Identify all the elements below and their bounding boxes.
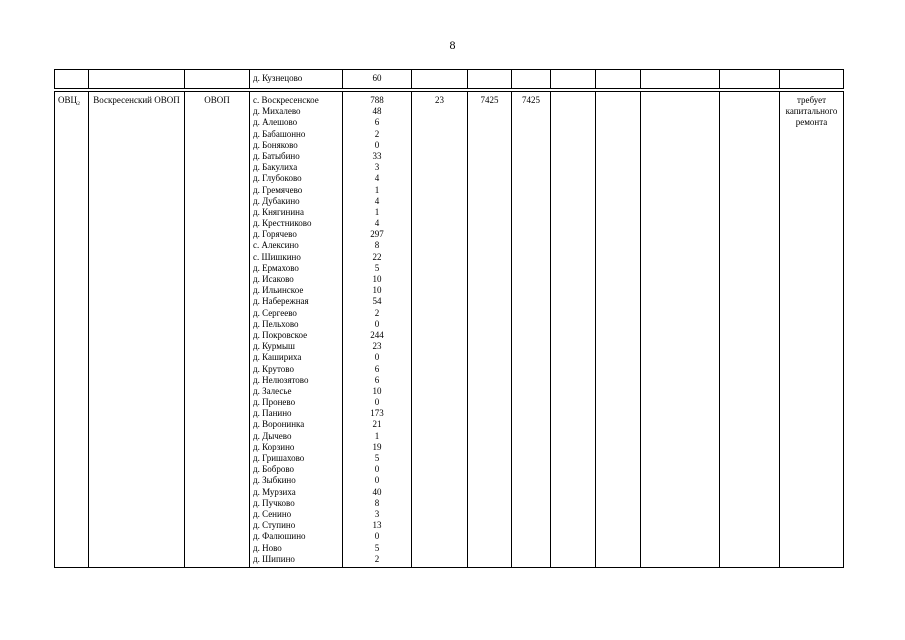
empty-cell: [720, 90, 780, 567]
empty-cell: [641, 90, 720, 567]
settlement-name: д. Мурзиха: [253, 486, 296, 497]
settlement-population: 10: [372, 285, 382, 296]
empty-cell: [780, 70, 844, 91]
settlement-population: 6: [374, 117, 380, 128]
empty-cell: [596, 70, 641, 91]
settlement-name: д. Сенино: [253, 508, 292, 519]
population-list-cell: [343, 90, 412, 567]
empty-cell: [641, 70, 720, 91]
settlement-population: 3: [374, 162, 380, 173]
value-cell-6: 23: [412, 90, 468, 567]
value-cell-7: 7425: [468, 90, 512, 567]
type-cell: ОВОП: [185, 90, 250, 567]
empty-cell: [512, 70, 551, 91]
settlement-population: 2: [374, 128, 380, 139]
settlement-name: д. Гремячево: [253, 184, 303, 195]
settlement-name: д. Бабашонно: [253, 128, 306, 139]
settlement-name: д. Батыбино: [253, 150, 300, 161]
settlement-name: д. Крутово: [253, 363, 294, 374]
settlement-population: 8: [374, 240, 380, 251]
settlement-population: 297: [370, 229, 384, 240]
settlement-population: 54: [372, 296, 382, 307]
settlement-population: 0: [374, 139, 380, 150]
settlement-population: 13: [372, 520, 382, 531]
settlement-name: д. Ново: [253, 542, 282, 553]
settlement-name: с. Шишкино: [253, 251, 301, 262]
settlement-name: д. Ильинское: [253, 285, 304, 296]
settlement-name: д. Боняково: [253, 139, 298, 150]
settlement-population: 0: [374, 352, 380, 363]
settlement-population: 0: [374, 397, 380, 408]
settlement-population: 48: [372, 106, 382, 117]
settlement-name: д. Курмыш: [253, 341, 295, 352]
settlement-population: 33: [372, 150, 382, 161]
settlement-population: 5: [374, 453, 380, 463]
settlement-name: д. Набережная: [253, 296, 309, 307]
settlement-name: д. Боброво: [253, 464, 295, 475]
value-cell-8: 7425: [512, 90, 551, 567]
settlement-name: д. Воронинка: [253, 419, 305, 430]
settlement-name: д. Исаково: [253, 274, 294, 284]
page-number: 8: [449, 38, 456, 52]
settlement-name: д. Шипино: [253, 553, 295, 564]
settlement-population: 0: [374, 318, 380, 329]
empty-cell: [185, 70, 250, 91]
settlement-name: д. Кузнецово: [253, 73, 303, 83]
settlement-population: 0: [374, 464, 380, 475]
settlement-population: 8: [374, 497, 380, 508]
settlement-name: д. Дубакино: [253, 195, 300, 206]
settlement-name: с. Воскресенское: [253, 95, 319, 105]
code-cell: ОВЦ₂: [55, 90, 89, 567]
settlement-name: д. Покровское: [253, 329, 308, 340]
settlement-population: 23: [372, 341, 382, 352]
settlement-population: 788: [370, 95, 384, 105]
empty-cell: [412, 70, 468, 91]
settlement-population: 2: [374, 307, 380, 318]
settlement-name: с. Алексино: [253, 240, 299, 251]
settlement-population: 0: [374, 531, 380, 542]
settlement-name: д. Сергеево: [253, 307, 297, 318]
settlement-name: д. Ермахово: [253, 262, 299, 273]
settlement-name: д. Алешово: [253, 117, 298, 128]
empty-cell: [551, 70, 596, 91]
settlement-population: 5: [374, 542, 380, 553]
institution-cell: Воскресенский ОВОП: [89, 90, 185, 567]
settlement-population: 6: [374, 363, 380, 374]
settlement-name: д. Глубоково: [253, 173, 302, 184]
settlement-population: 244: [370, 329, 384, 340]
settlement-population: 6: [374, 374, 380, 385]
settlement-population: 40: [372, 486, 382, 497]
settlement-name: д. Пельхово: [253, 318, 299, 329]
note-cell: требует капитального ремонта: [780, 90, 844, 567]
settlement-name: д. Княгинина: [253, 206, 304, 217]
empty-cell: [596, 90, 641, 567]
settlement-name: д. Горячево: [253, 229, 297, 240]
settlement-name: д. Гришахово: [253, 453, 305, 463]
empty-cell: [720, 70, 780, 91]
settlement-population: 3: [374, 508, 380, 519]
settlement-name: д. Бакулиха: [253, 162, 298, 173]
settlement-population: 10: [372, 274, 382, 284]
settlement-name: д. Дычево: [253, 430, 292, 441]
settlement-population: 4: [374, 173, 380, 184]
settlement-population: 5: [374, 262, 380, 273]
settlement-name: д. Нелюзятово: [253, 374, 309, 385]
settlement-population: 60: [372, 73, 382, 83]
settlement-name: д. Михалево: [253, 106, 301, 117]
settlement-population: 1: [374, 430, 380, 441]
empty-cell: [468, 70, 512, 91]
settlement-population: 1: [374, 206, 380, 217]
table-body: [55, 70, 844, 568]
settlement-name-cell: [250, 70, 343, 91]
settlement-population: 10: [372, 385, 382, 396]
main-row: [55, 90, 844, 567]
settlement-population: 0: [374, 475, 380, 486]
settlement-population: 2: [374, 553, 380, 564]
empty-cell: [551, 90, 596, 567]
settlement-population-cell: [343, 70, 412, 91]
settlement-name: д. Кашириха: [253, 352, 302, 363]
settlement-name: д. Крестниково: [253, 218, 312, 229]
settlement-list-cell: [250, 90, 343, 567]
empty-cell: [89, 70, 185, 91]
empty-cell: [55, 70, 89, 91]
settlement-name: д. Зыбкино: [253, 475, 296, 486]
settlement-population: 1: [374, 184, 380, 195]
settlement-name: д. Корзино: [253, 441, 295, 452]
settlement-population: 4: [374, 218, 380, 229]
settlement-population: 22: [372, 251, 382, 262]
settlement-population: 4: [374, 195, 380, 206]
settlement-name: д. Панино: [253, 408, 292, 419]
settlement-name: д. Фалюшино: [253, 531, 306, 542]
settlement-name: д. Пронево: [253, 397, 296, 408]
settlement-population: 21: [372, 419, 382, 430]
settlement-name: д. Пучково: [253, 497, 295, 508]
document-table: [54, 69, 844, 568]
settlement-name: д. Ступино: [253, 520, 296, 531]
settlement-population: 19: [372, 441, 382, 452]
continuation-row: [55, 70, 844, 91]
settlement-population: 173: [370, 408, 384, 419]
settlement-name: д. Залесье: [253, 385, 292, 396]
